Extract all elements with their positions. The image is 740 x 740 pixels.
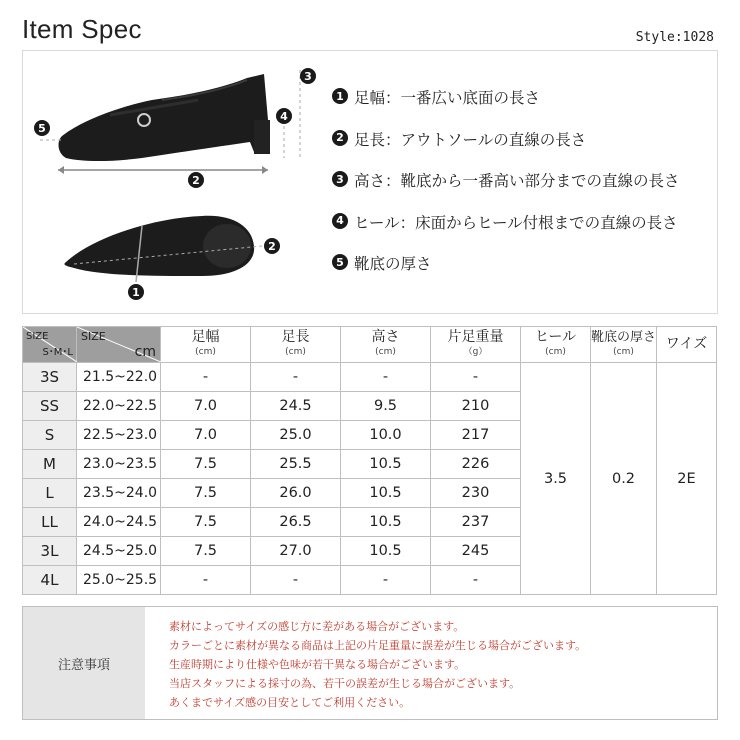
cell-width: 7.5 [161, 537, 251, 566]
note-line: 当店スタッフによる採寸の為、若干の誤差が生じる場合がございます。 [169, 677, 521, 690]
style-code: Style:1028 [635, 30, 714, 45]
marker-2-sole [264, 238, 280, 254]
col-header-height: 高さ (cm) [341, 327, 431, 363]
size-label: S [23, 421, 77, 450]
cell-height: 10.0 [341, 421, 431, 450]
cell-length: 25.0 [251, 421, 341, 450]
cell-width: 7.0 [161, 421, 251, 450]
note-line: カラーごとに素材が異なる商品は上記の片足重量に誤差が生じる場合がございます。 [169, 639, 587, 652]
cell-weight: 226 [431, 450, 521, 479]
marker-2-side [188, 172, 204, 188]
shoe-sole-view [64, 216, 262, 282]
note-line: 素材によってサイズの感じ方に差がある場合がございます。 [169, 620, 465, 633]
legend-text: ヒール：床面からヒール付根までの直線の長さ [354, 213, 678, 232]
number-4-icon: 4 [332, 213, 348, 229]
notes-box [22, 606, 718, 720]
cell-width: 7.5 [161, 508, 251, 537]
shoe-diagram [22, 50, 322, 314]
marker-1 [128, 284, 144, 300]
number-2-icon: 2 [332, 130, 348, 146]
legend-text: 足幅：一番広い底面の長さ [354, 89, 541, 107]
legend-item [332, 169, 680, 211]
corner-left-sub: S･M･L [42, 347, 73, 358]
cell-height: 10.5 [341, 479, 431, 508]
cell-length: - [251, 363, 341, 392]
svg-text:3: 3 [304, 70, 312, 83]
cell-weight: 245 [431, 537, 521, 566]
corner-right-label: SIZE [81, 330, 106, 343]
cell-width: - [161, 566, 251, 595]
size-cm: 22.5~23.0 [77, 421, 161, 450]
cell-weight: - [431, 363, 521, 392]
cell-weight: 210 [431, 392, 521, 421]
cell-wise: 2E [657, 363, 717, 595]
note-line: あくまでサイズ感の目安としてご利用ください。 [169, 696, 411, 709]
col-header-sole: 靴底の厚さ (cm) [591, 327, 657, 363]
col-header-wise: ワイズ [657, 327, 717, 363]
cell-length: 25.5 [251, 450, 341, 479]
svg-text:2: 2 [192, 174, 200, 187]
size-label: 4L [23, 566, 77, 595]
cell-height: - [341, 566, 431, 595]
cell-length: 24.5 [251, 392, 341, 421]
cell-weight: 230 [431, 479, 521, 508]
cell-width: 7.0 [161, 392, 251, 421]
svg-text:4: 4 [280, 110, 288, 123]
size-label: 3L [23, 537, 77, 566]
size-cm: 23.5~24.0 [77, 479, 161, 508]
legend-item [332, 128, 680, 170]
col-header-length: 足長 (cm) [251, 327, 341, 363]
svg-text:1: 1 [132, 286, 140, 299]
size-label: SS [23, 392, 77, 421]
size-cm: 24.0~24.5 [77, 508, 161, 537]
cell-height: - [341, 363, 431, 392]
number-5-icon: 5 [332, 254, 348, 270]
cell-length: 27.0 [251, 537, 341, 566]
size-cm: 25.0~25.5 [77, 566, 161, 595]
cell-sole: 0.2 [591, 363, 657, 595]
marker-3 [300, 68, 316, 84]
cell-heel: 3.5 [521, 363, 591, 595]
size-sml-header [23, 327, 77, 363]
col-header-width: 足幅 (cm) [161, 327, 251, 363]
cell-weight: 217 [431, 421, 521, 450]
col-header-heel: ヒール (cm) [521, 327, 591, 363]
legend-text: 靴底の厚さ [354, 255, 432, 273]
size-cm: 22.0~22.5 [77, 392, 161, 421]
cell-length: 26.0 [251, 479, 341, 508]
marker-4 [276, 108, 292, 124]
corner-left-label: SIZE [26, 331, 49, 342]
size-cm-header [77, 327, 161, 363]
number-1-icon: 1 [332, 88, 348, 104]
col-header-weight: 片足重量 （g） [431, 327, 521, 363]
cell-weight: 237 [431, 508, 521, 537]
legend-item [332, 211, 680, 253]
size-label: LL [23, 508, 77, 537]
notes-label: 注意事項 [23, 607, 145, 719]
marker-5 [34, 120, 50, 136]
corner-right-sub: cm [134, 344, 156, 360]
size-cm: 23.0~23.5 [77, 450, 161, 479]
cell-weight: - [431, 566, 521, 595]
size-label: M [23, 450, 77, 479]
legend-text: 高さ：靴底から一番高い部分までの直線の長さ [354, 172, 680, 190]
cell-width: 7.5 [161, 479, 251, 508]
legend-text: 足長：アウトソールの直線の長さ [354, 130, 587, 149]
size-cm: 24.5~25.0 [77, 537, 161, 566]
note-line: 生産時期により仕様や色味が若干異なる場合がございます。 [169, 658, 466, 671]
legend-item [332, 252, 680, 294]
cell-length: - [251, 566, 341, 595]
cell-height: 10.5 [341, 537, 431, 566]
page-title: Item Spec [22, 14, 142, 44]
notes-text [145, 607, 586, 719]
measurement-legend [332, 86, 680, 294]
size-label: 3S [23, 363, 77, 392]
size-table [22, 326, 717, 595]
size-cm: 21.5~22.0 [77, 363, 161, 392]
cell-width: 7.5 [161, 450, 251, 479]
svg-text:5: 5 [38, 122, 46, 135]
legend-item [332, 86, 680, 128]
cell-height: 10.5 [341, 508, 431, 537]
number-3-icon: 3 [332, 171, 348, 187]
cell-height: 9.5 [341, 392, 431, 421]
svg-text:2: 2 [268, 240, 276, 253]
table-header-row [23, 327, 717, 363]
cell-width: - [161, 363, 251, 392]
cell-length: 26.5 [251, 508, 341, 537]
cell-height: 10.5 [341, 450, 431, 479]
size-label: L [23, 479, 77, 508]
shoe-side-view [59, 74, 270, 161]
table-row [23, 363, 717, 392]
